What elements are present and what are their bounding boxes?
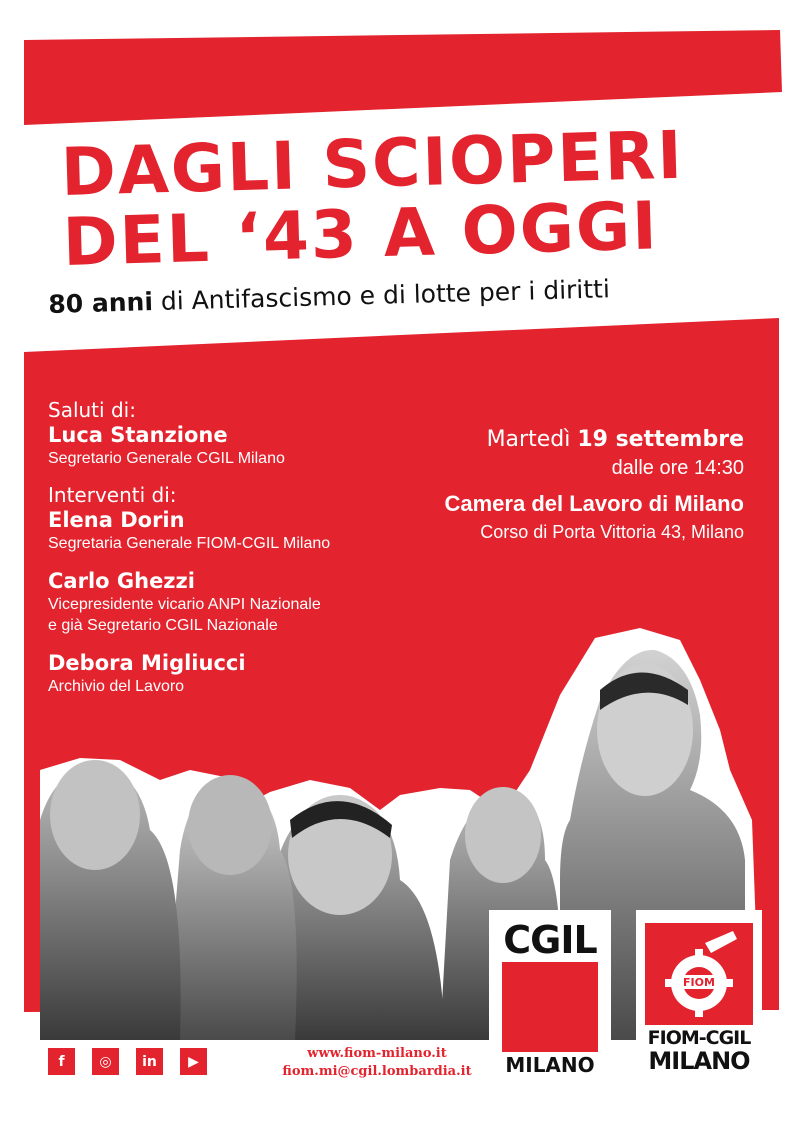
fiom-line-1: FIOM-CGIL: [647, 1027, 751, 1049]
gear-icon: [645, 923, 753, 1025]
event-address: Corso di Porta Vittoria 43, Milano: [480, 522, 744, 542]
cgil-city: MILANO: [505, 1053, 595, 1077]
fiom-badge-text: FIOM: [683, 976, 715, 989]
event-date: [384, 425, 744, 455]
speaker-name: Elena Dorin: [48, 508, 185, 532]
speaker-role: e già Segretario CGIL Nazionale: [48, 617, 278, 634]
speaker-name: Carlo Ghezzi: [48, 569, 195, 593]
fiom-line-2: MILANO: [648, 1047, 750, 1075]
subtitle-bold: 80 anni: [48, 287, 154, 319]
contacts: [262, 1045, 492, 1081]
speaker-name: Luca Stanzione: [48, 423, 228, 447]
title-line-2: DEL ‘43 A OGGI: [61, 187, 660, 281]
instagram-icon[interactable]: ◎: [92, 1048, 119, 1075]
event-day: 19 settembre: [577, 427, 744, 452]
talks-label: Interventi di:: [48, 483, 177, 507]
linkedin-icon[interactable]: in: [136, 1048, 163, 1075]
title-line-1: DAGLI SCIOPERI: [59, 116, 685, 211]
fiom-emblem: [645, 923, 753, 1025]
cgil-red-square: [502, 962, 598, 1052]
website-link[interactable]: www.fiom-milano.it: [307, 1046, 447, 1061]
speaker-role: Segretaria Generale FIOM-CGIL Milano: [48, 535, 331, 552]
greetings-label: Saluti di:: [48, 398, 136, 422]
speaker-role: Segretario Generale CGIL Milano: [48, 450, 285, 467]
youtube-icon[interactable]: ▶: [180, 1048, 207, 1075]
email-link[interactable]: fiom.mi@cgil.lombardia.it: [282, 1064, 472, 1079]
cgil-wordmark: CGIL: [503, 918, 597, 962]
event-time: dalle ore 14:30: [611, 457, 744, 479]
fiom-cgil-milano-logo: [636, 910, 762, 1082]
speaker-role: Vicepresidente vicario ANPI Nazionale: [48, 596, 321, 613]
event-venue: Camera del Lavoro di Milano: [444, 491, 744, 516]
speaker-role: Archivio del Lavoro: [48, 678, 185, 695]
subtitle-rest: di Antifascismo e di lotte per i diritti: [152, 274, 611, 317]
event-title: [59, 116, 744, 281]
social-links: [48, 1048, 207, 1075]
event-weekday: Martedì: [486, 427, 578, 452]
event-info: [384, 425, 744, 545]
cgil-milano-logo: [489, 910, 611, 1082]
speaker-name: Debora Migliucci: [48, 651, 246, 675]
facebook-icon[interactable]: f: [48, 1048, 75, 1075]
